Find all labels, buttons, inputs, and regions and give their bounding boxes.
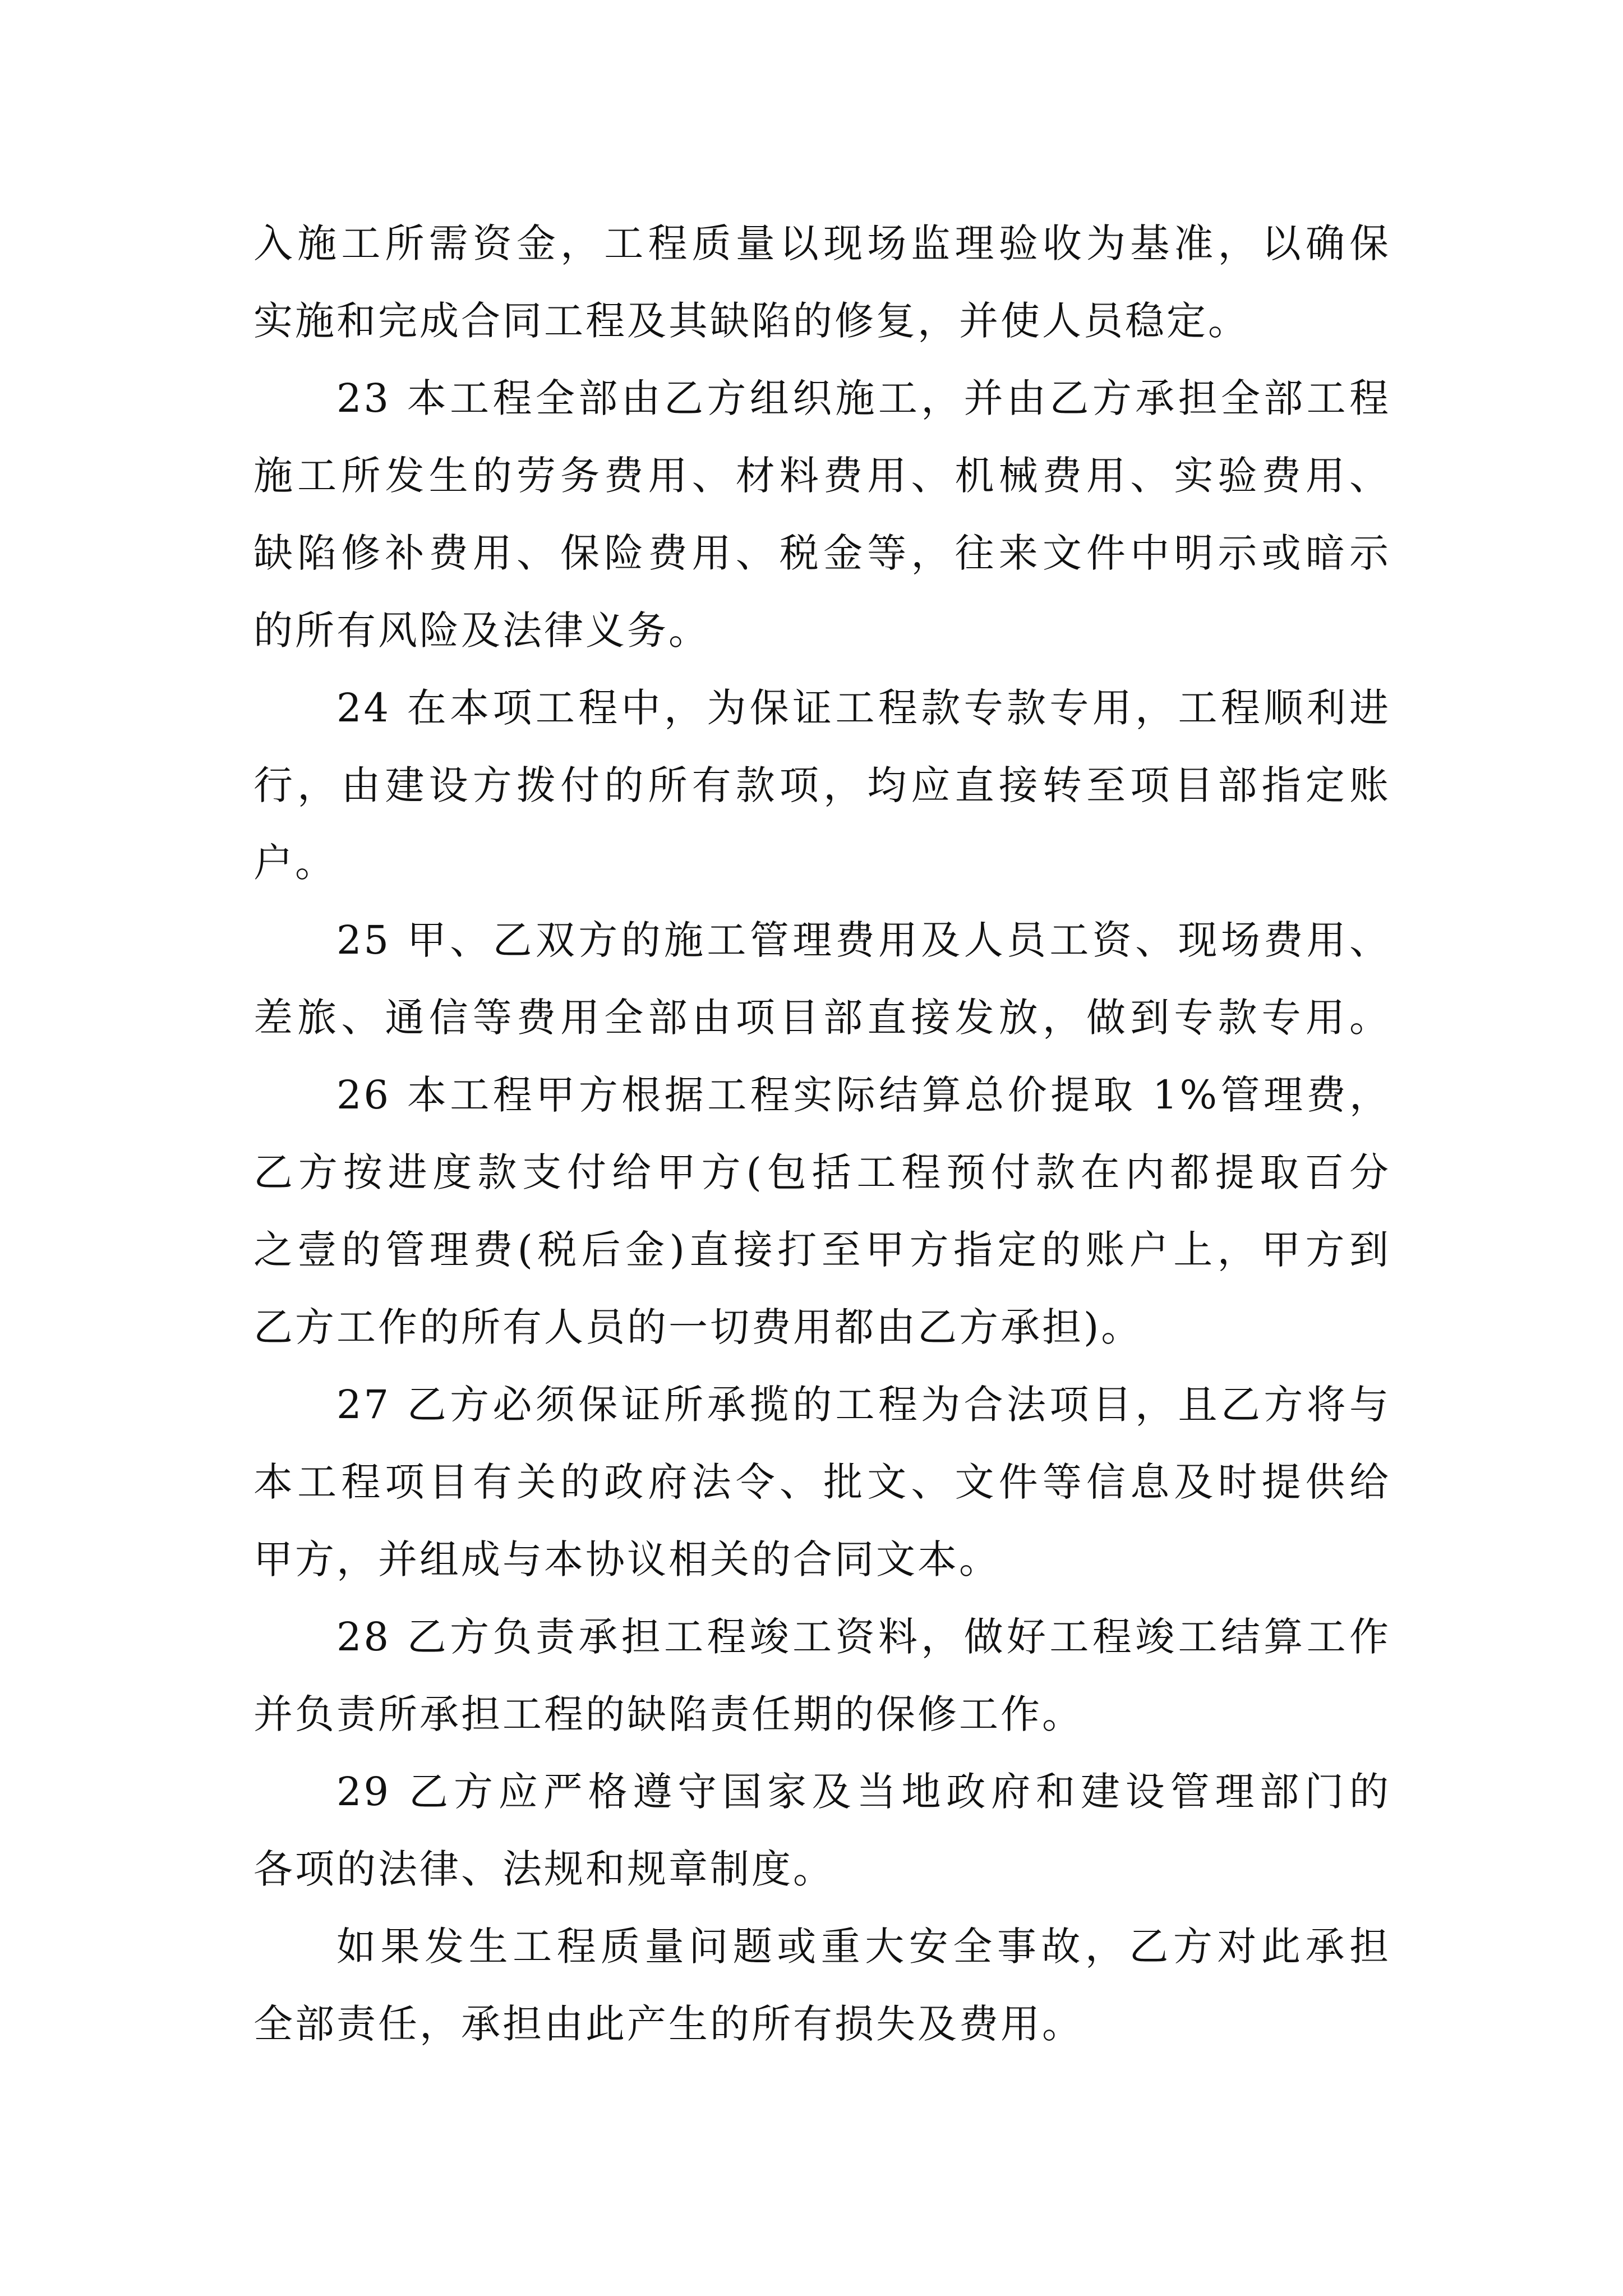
paragraph-24 bbox=[253, 669, 1391, 901]
text-line: 之壹的管理费(税后金)直接打至甲方指定的账户上，甲方到 bbox=[253, 1227, 1391, 1273]
paragraph-continued bbox=[253, 205, 1391, 360]
text-line: 乙方工作的所有人员的一切费用都由乙方承担)。 bbox=[253, 1304, 1143, 1350]
text-line: 全部责任，承担由此产生的所有损失及费用。 bbox=[253, 2001, 1083, 2047]
paragraph-27 bbox=[253, 1366, 1391, 1598]
text-line: 29 乙方应严格遵守国家及当地政府和建设管理部门的 bbox=[336, 1769, 1391, 1815]
paragraph-28 bbox=[253, 1598, 1391, 1753]
document-body bbox=[253, 205, 1391, 2063]
text-line: 26 本工程甲方根据工程实际结算总价提取 1%管理费， bbox=[336, 1072, 1391, 1118]
text-line: 行，由建设方拨付的所有款项，均应直接转至项目部指定账 bbox=[253, 762, 1391, 808]
text-line: 27 乙方必须保证所承揽的工程为合法项目，且乙方将与 bbox=[336, 1382, 1391, 1428]
text-line: 户。 bbox=[253, 840, 336, 886]
text-line: 的所有风险及法律义务。 bbox=[253, 608, 710, 654]
text-line: 差旅、通信等费用全部由项目部直接发放，做到专款专用。 bbox=[253, 995, 1391, 1041]
text-line: 缺陷修补费用、保险费用、税金等，往来文件中明示或暗示 bbox=[253, 530, 1391, 576]
text-line: 并负责所承担工程的缺陷责任期的保修工作。 bbox=[253, 1691, 1083, 1737]
paragraph-liability bbox=[253, 1908, 1391, 2063]
text-line: 本工程项目有关的政府法令、批文、文件等信息及时提供给 bbox=[253, 1459, 1391, 1505]
text-line: 实施和完成合同工程及其缺陷的修复，并使人员稳定。 bbox=[253, 298, 1249, 344]
text-line: 23 本工程全部由乙方组织施工，并由乙方承担全部工程 bbox=[336, 375, 1391, 421]
paragraph-26 bbox=[253, 1056, 1391, 1366]
paragraph-29 bbox=[253, 1753, 1391, 1908]
text-line: 施工所发生的劳务费用、材料费用、机械费用、实验费用、 bbox=[253, 453, 1391, 499]
text-line: 24 在本项工程中，为保证工程款专款专用，工程顺利进 bbox=[336, 685, 1391, 731]
text-line: 25 甲、乙双方的施工管理费用及人员工资、现场费用、 bbox=[336, 917, 1391, 963]
paragraph-25 bbox=[253, 901, 1391, 1056]
text-line: 入施工所需资金，工程质量以现场监理验收为基准，以确保 bbox=[253, 220, 1391, 266]
text-line: 28 乙方负责承担工程竣工资料，做好工程竣工结算工作 bbox=[336, 1614, 1391, 1660]
paragraph-23 bbox=[253, 360, 1391, 669]
text-line: 甲方，并组成与本协议相关的合同文本。 bbox=[253, 1536, 1000, 1582]
text-line: 各项的法律、法规和规章制度。 bbox=[253, 1846, 834, 1892]
text-line: 如果发生工程质量问题或重大安全事故，乙方对此承担 bbox=[336, 1924, 1391, 1970]
text-line: 乙方按进度款支付给甲方(包括工程预付款在内都提取百分 bbox=[253, 1149, 1391, 1195]
